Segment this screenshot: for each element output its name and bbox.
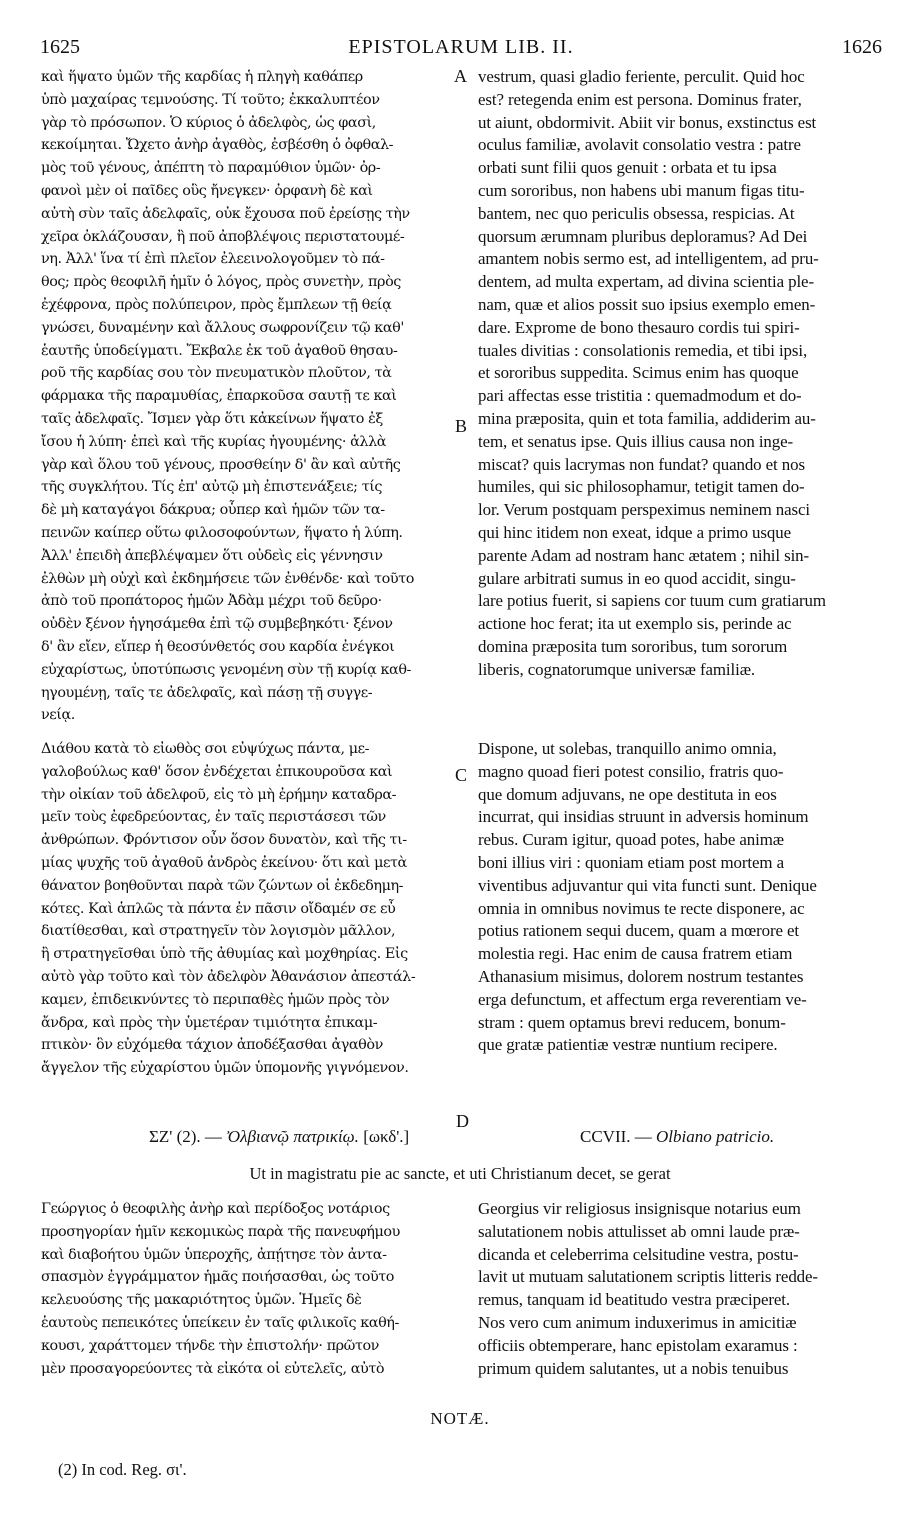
text-line: omnia in omnibus novimus te recte disponere, ac (478, 898, 805, 918)
text-line: διατίθεσθαι, καὶ στρατηγεῖν τὸν λογισμὸν μᾶλλον, (41, 923, 396, 940)
text-line: dentem, ad multa expertam, ad divina scientia ple- (478, 272, 814, 292)
greek-letter-number: ΣΖ' (2). (149, 1127, 201, 1146)
margin-marker-d: D (456, 1111, 469, 1131)
text-line: quorsum ærumnam pluribus deploramus? Ad Dei (478, 226, 808, 246)
text-line: salutationem nobis attulisset ab omni laude præ- (478, 1221, 800, 1241)
text-line: μὸς τοῦ γένους, ἀπέπτη τὸ παραμύθιον ὑμῶν· ὀρ- (41, 160, 381, 177)
text-line: Athanasium misimus, dolorem nostrum testantes (478, 966, 804, 986)
text-line: τῆς συγκλήτου. Τίς ἐπ' αὐτῷ μὴ ἐπιστενάξειε; τίς (41, 479, 383, 496)
text-line: miscat? quis lacrymas non fundat? quando et nos (478, 454, 805, 474)
text-line: Διάθου κατὰ τὸ εἰωθὸς σοι εὐψύχως πάντα, με- (41, 741, 370, 757)
text-line: φάρμακα τῆς παραμυθίας, ἐπαρκοῦσα σαυτῇ τε καὶ (41, 388, 397, 405)
text-line: lavit ut mutuam salutationem scriptis litteris redde- (478, 1267, 818, 1287)
text-line: γὰρ καὶ ὅλου τοῦ γένους, προσθείην δ' ἂν καὶ αὐτῆς (41, 456, 401, 473)
text-line: εὐχαρίστως, ὑποτύπωσις γενομένη σὺν τῇ κυρίᾳ καθ- (41, 661, 411, 678)
text-line: μὲν προσαγορεύοντες τὰ εἰκότα οἱ εὐτελεῖς, αὐτὸ (41, 1360, 385, 1377)
greek-letter-addressee: Ὀλβιανῷ πατρικίῳ. (226, 1127, 359, 1146)
text-line: viventibus adjuvantur qui vita functi sunt. Denique (478, 875, 817, 895)
text-line: Ἀλλ' ἐπειδὴ ἀπεβλέψαμεν ὅτι οὐδεὶς εἰς γέννησιν (41, 547, 383, 564)
text-line: et sororibus suppedita. Scimus enim has quoque (478, 363, 799, 383)
text-line: Nos vero cum animum induxerimus in amicitiæ (478, 1312, 797, 1332)
greek-column-section-3 (41, 1198, 453, 1380)
greek-column-section-1 (41, 66, 453, 727)
text-line: lor. Verum postquam perspeximus neminem nasci (478, 500, 811, 520)
greek-heading-dash: — (200, 1127, 227, 1146)
text-line: οὐδὲν ξένον ἡγησάμεθα ἐπὶ τῷ συμβεβηκότι· ξένον (41, 616, 393, 633)
latin-column-section-1 (478, 66, 886, 682)
text-line: pari affectas esse tristitia : quemadmodum et do- (478, 386, 802, 406)
latin-heading-dash: — (630, 1127, 657, 1146)
text-line: Dispone, ut solebas, tranquillo animo omnia, (478, 739, 777, 758)
text-line: parente Adam ad nostram hanc ætatem ; nihil sin- (478, 545, 810, 565)
latin-column-section-2 (478, 738, 886, 1057)
text-line: σπασμὸν ἐγγράμματον ἡμᾶς ποιήσασθαι, ὡς τοῦτο (41, 1269, 395, 1286)
text-line: bantem, nec quo periculis obsessa, respicias. At (478, 203, 795, 223)
text-line: νείᾳ. (41, 707, 75, 724)
text-line: ἄνδρα, καὶ πρὸς τὴν ὑμετέραν τιμιότητα ἐπικαμ- (41, 1014, 378, 1031)
text-line: ὑπὸ μαχαίρας τεμνούσης. Τί τοῦτο; ἐκκαλυπτέον (41, 91, 380, 108)
text-line: potius rationem sequi ducem, quam a mœrore et (478, 921, 800, 941)
latin-letter-number: CCVII. (580, 1127, 631, 1146)
running-header (40, 36, 882, 62)
latin-column-section-3 (478, 1198, 886, 1380)
text-line: ροῦ τῆς καρδίας σου τὸν πνευματικὸν πλοῦτον, τὰ (41, 365, 392, 382)
text-line: κεκοίμηται. Ὤχετο ἀνὴρ ἀγαθὸς, ἐσβέσθη ὁ ὀφθαλ- (41, 137, 394, 154)
page-number-right: 1626 (842, 36, 882, 58)
text-line: tuales divitias : consolationis remedia, et tibi ipsi, (478, 340, 808, 360)
text-line: nam, quæ et alios possit suo ipsius exemplo emen- (478, 294, 816, 314)
running-title: EPISTOLARUM LIB. II. (348, 36, 574, 58)
text-line: ἀνθρώπων. Φρόντισον οὖν ὅσον δυνατὸν, καὶ τῆς τι- (41, 832, 407, 849)
text-line: tem, et senatus ipse. Quis illius causa non inge- (478, 431, 794, 451)
text-line: que domum adjuvans, ne ope destituta in eos (478, 784, 777, 804)
text-line: γὰρ τὸ πρόσωπον. Ὁ κύριος ὁ ἀδελφὸς, ὡς φασὶ, (41, 114, 376, 131)
text-line: gulare arbitrati sumus in eo quod accidit, singu- (478, 568, 796, 588)
text-line: κελευούσης τῆς μακαριότητος ὑμῶν. Ἡμεῖς δὲ (41, 1292, 362, 1309)
text-line: νη. Ἀλλ' ἵνα τί ἐπὶ πλεῖον ἐλεεινολογοῦμεν τὸ πά- (41, 251, 385, 268)
text-line: ταῖς ἀδελφαῖς. Ἴσμεν γὰρ ὅτι κἀκείνων ἥψατο ἐξ (41, 410, 383, 427)
text-line: καμεν, ἐπιδεικνύντες τὸ περιπαθὲς ἡμῶν πρὸς τὸν (41, 991, 390, 1008)
text-line: actione hoc ferat; ita ut exemplo sis, perinde ac (478, 614, 792, 634)
text-line: μίας ψυχῆς τοῦ ἀγαθοῦ ἀνδρὸς ἐκείνου· ὅτι καὶ μετὰ (41, 854, 407, 871)
footnote: (2) In cod. Reg. σι'. (58, 1460, 187, 1479)
notes-heading: NOTÆ. (430, 1409, 490, 1428)
text-line: amantem nobis sermo est, ad intelligentem, ad pru- (478, 249, 819, 269)
text-line: rebus. Curam igitur, quoad potes, habe animæ (478, 830, 784, 850)
text-line: πεινῶν καίπερ οὕτω φιλοσοφούντων, ἥψατο ἡ λύπη. (41, 524, 403, 541)
text-line: ἴσου ἡ λύπη· ἐπεὶ καὶ τῆς κυρίας ἡγουμένης· ἀλλὰ (41, 433, 387, 450)
text-line: dare. Exprome de bono thesauro cordis tui spiri- (478, 317, 800, 337)
text-line: φανοὶ μὲν οἱ παῖδες οὓς ἤνεγκεν· ὀρφανὴ δὲ καὶ (41, 182, 373, 199)
text-line: qui hinc itidem non exeat, idque a primo usque (478, 522, 791, 542)
text-line: αὐτὴ σὺν ταῖς ἀδελφαῖς, οὐκ ἔχουσα ποῦ ἐρείσῃς τὴν (41, 205, 410, 222)
text-line: θάνατον βοηθοῦνται παρὰ τῶν ζώντων οἱ ἐκδεδημη- (41, 877, 404, 894)
text-line: erga defunctum, et affectum erga reverentiam ve- (478, 989, 807, 1009)
text-line: oculus familiæ, avolavit consolatio vestra : patre (478, 135, 801, 155)
text-line: domina præposita tum sororibus, tum sororum (478, 636, 788, 656)
text-line: stram : quem optamus brevi reducem, bonum- (478, 1012, 786, 1032)
text-line: ἐλθὼν μὴ οὐχὶ καὶ ἐκδημήσειε τῶν ἐνθένδε· καὶ τοῦτο (41, 570, 414, 587)
margin-marker-a: A (454, 66, 467, 86)
text-line: magno quoad fieri potest consilio, fratris quo- (478, 761, 784, 781)
text-line: Γεώργιος ὁ θεοφιλὴς ἀνὴρ καὶ περίδοξος νοτάριος (41, 1201, 390, 1217)
margin-marker-c: C (455, 765, 468, 785)
text-line: γαλοβούλως καθ' ὅσον ἐνδέχεται ἐπικουροῦσα καὶ (41, 763, 393, 780)
text-line: orbati sunt filii quos genuit : orbata et tu ipsa (478, 158, 777, 178)
text-line: dicanda et celeberrima celsitudine vestra, postu- (478, 1244, 799, 1264)
text-line: χεῖρα ὀκλάζουσαν, ἢ ποῦ ἀποβλέψοις περιστατουμέ- (41, 228, 405, 245)
text-line: mina præposita, quin et tota familia, addiderim au- (478, 408, 816, 428)
text-line: liberis, cognatorumque universæ familiæ. (478, 659, 755, 679)
text-line: lare potius fuerit, si sapiens cor tuum cum gratiarum (478, 591, 826, 611)
text-line: ἀπὸ τοῦ προπάτορος ἡμῶν Ἀδὰμ μέχρι τοῦ δεῦρο· (41, 593, 382, 610)
text-line: πτικὸν· ὃν εὐχόμεθα τάχιον ἀποδέξασθαι ἀγαθὸν (41, 1037, 383, 1054)
greek-column-section-2 (41, 738, 453, 1080)
latin-letter-heading (580, 1127, 774, 1147)
text-line: ἑαυτῆς ὑποδείγματι. Ἔκβαλε ἐκ τοῦ ἀγαθοῦ θησαυ- (41, 342, 398, 359)
text-line: remus, tanquam id beatitudo vestra præciperet. (478, 1290, 791, 1310)
text-line: γνώσει, δυναμένην καὶ ἄλλους σωφρονίζειν τῷ καθ' (41, 319, 404, 336)
text-line: boni illius viri : quoniam etiam post mortem a (478, 852, 784, 872)
text-line: que gratæ patientiæ vestræ nuntium recipere. (478, 1035, 778, 1055)
text-line: ut aiunt, obdormivit. Abiit vir bonus, exstinctus est (478, 112, 817, 132)
greek-letter-number-alt: [ωκδ'.] (358, 1127, 410, 1146)
text-line: κουσι, χαράττομεν τήνδε τὴν ἐπιστολήν· πρῶτον (41, 1337, 379, 1354)
page-number-left: 1625 (40, 36, 80, 58)
text-line: τὴν οἰκίαν τοῦ ἀδελφοῦ, εἰς τὸ μὴ ἐρήμην καταδρα- (41, 786, 397, 803)
text-line: δ' ἂν εἴεν, εἴπερ ἡ θεοσύνθετός σου καρδία ἐνέγκοι (41, 638, 395, 655)
text-line: ἄγγελον τῆς εὐχαρίστου ὑμῶν ὑπομονῆς γιγνόμενον. (41, 1060, 409, 1077)
latin-letter-addressee: Olbiano patricio. (656, 1127, 775, 1146)
text-line: cum sororibus, non habens ubi manum figas titu- (478, 180, 805, 200)
text-line: ἑαυτοὺς πεπεικότες ὑπείκειν ἐν ταῖς φιλικοῖς καθή- (41, 1314, 399, 1331)
text-line: molestia regi. Hac enim de causa fratrem etiam (478, 944, 793, 964)
text-line: κότες. Καὶ ἁπλῶς τὰ πάντα ἐν πᾶσιν οἴδαμέν σε εὖ (41, 900, 396, 917)
text-line: incurrat, qui insidias struunt in adversis hominum (478, 807, 809, 827)
greek-letter-heading (149, 1127, 409, 1147)
text-line: ἢ στρατηγεῖσθαι ὑπὸ τῆς ἀθυμίας καὶ μοχθηρίας. Εἰς (41, 946, 408, 963)
text-line: vestrum, quasi gladio feriente, perculit. Quid hoc (478, 67, 805, 86)
text-line: Georgius vir religiosus insignisque notarius eum (478, 1199, 801, 1218)
text-line: ηγουμένῃ, ταῖς τε ἀδελφαῖς, καὶ πάσῃ τῇ συγγε- (41, 684, 373, 701)
margin-marker-b: B (455, 416, 468, 436)
letter-subtitle: Ut in magistratu pie ac sancte, et uti Christianum decet, se gerat (249, 1164, 671, 1183)
text-line: μεῖν τοὺς ἐφεδρεύοντας, ἐν ταῖς περιστάσεσι τῶν (41, 809, 386, 826)
text-line: humiles, qui sic philosophamur, tetigit tamen do- (478, 477, 805, 497)
text-line: καὶ ἥψατο ὑμῶν τῆς καρδίας ἡ πληγὴ καθάπερ (41, 69, 363, 85)
text-line: est? retegenda enim est persona. Dominus frater, (478, 89, 802, 109)
text-line: primum quidem salutantes, ut a nobis tenuibus (478, 1358, 789, 1378)
text-line: καὶ διαβοήτου ὑμῶν ὑπεροχῆς, ἀπῄτησε τὸν ἀντα- (41, 1246, 387, 1263)
text-line: θος; πρὸς θεοφιλῆ ἡμῖν ὁ λόγος, πρὸς συνετὴν, πρὸς (41, 274, 401, 291)
text-line: δὲ μὴ καταγάγοι δάκρυα; οὗπερ καὶ ἡμῶν τῶν τα- (41, 502, 385, 519)
text-line: ἐχέφρονα, πρὸς πολύπειρον, πρὸς ἔμπλεων τῇ θείᾳ (41, 296, 392, 313)
text-line: officiis obtemperare, hanc epistolam exaramus : (478, 1335, 798, 1355)
text-line: προσηγορίαν ἡμῖν κεκομικὼς παρὰ τῆς πανευφήμου (41, 1223, 400, 1240)
text-line: αὐτὸ γὰρ τοῦτο καὶ τὸν ἀδελφὸν Ἀθανάσιον ἀπεστάλ- (41, 968, 416, 985)
